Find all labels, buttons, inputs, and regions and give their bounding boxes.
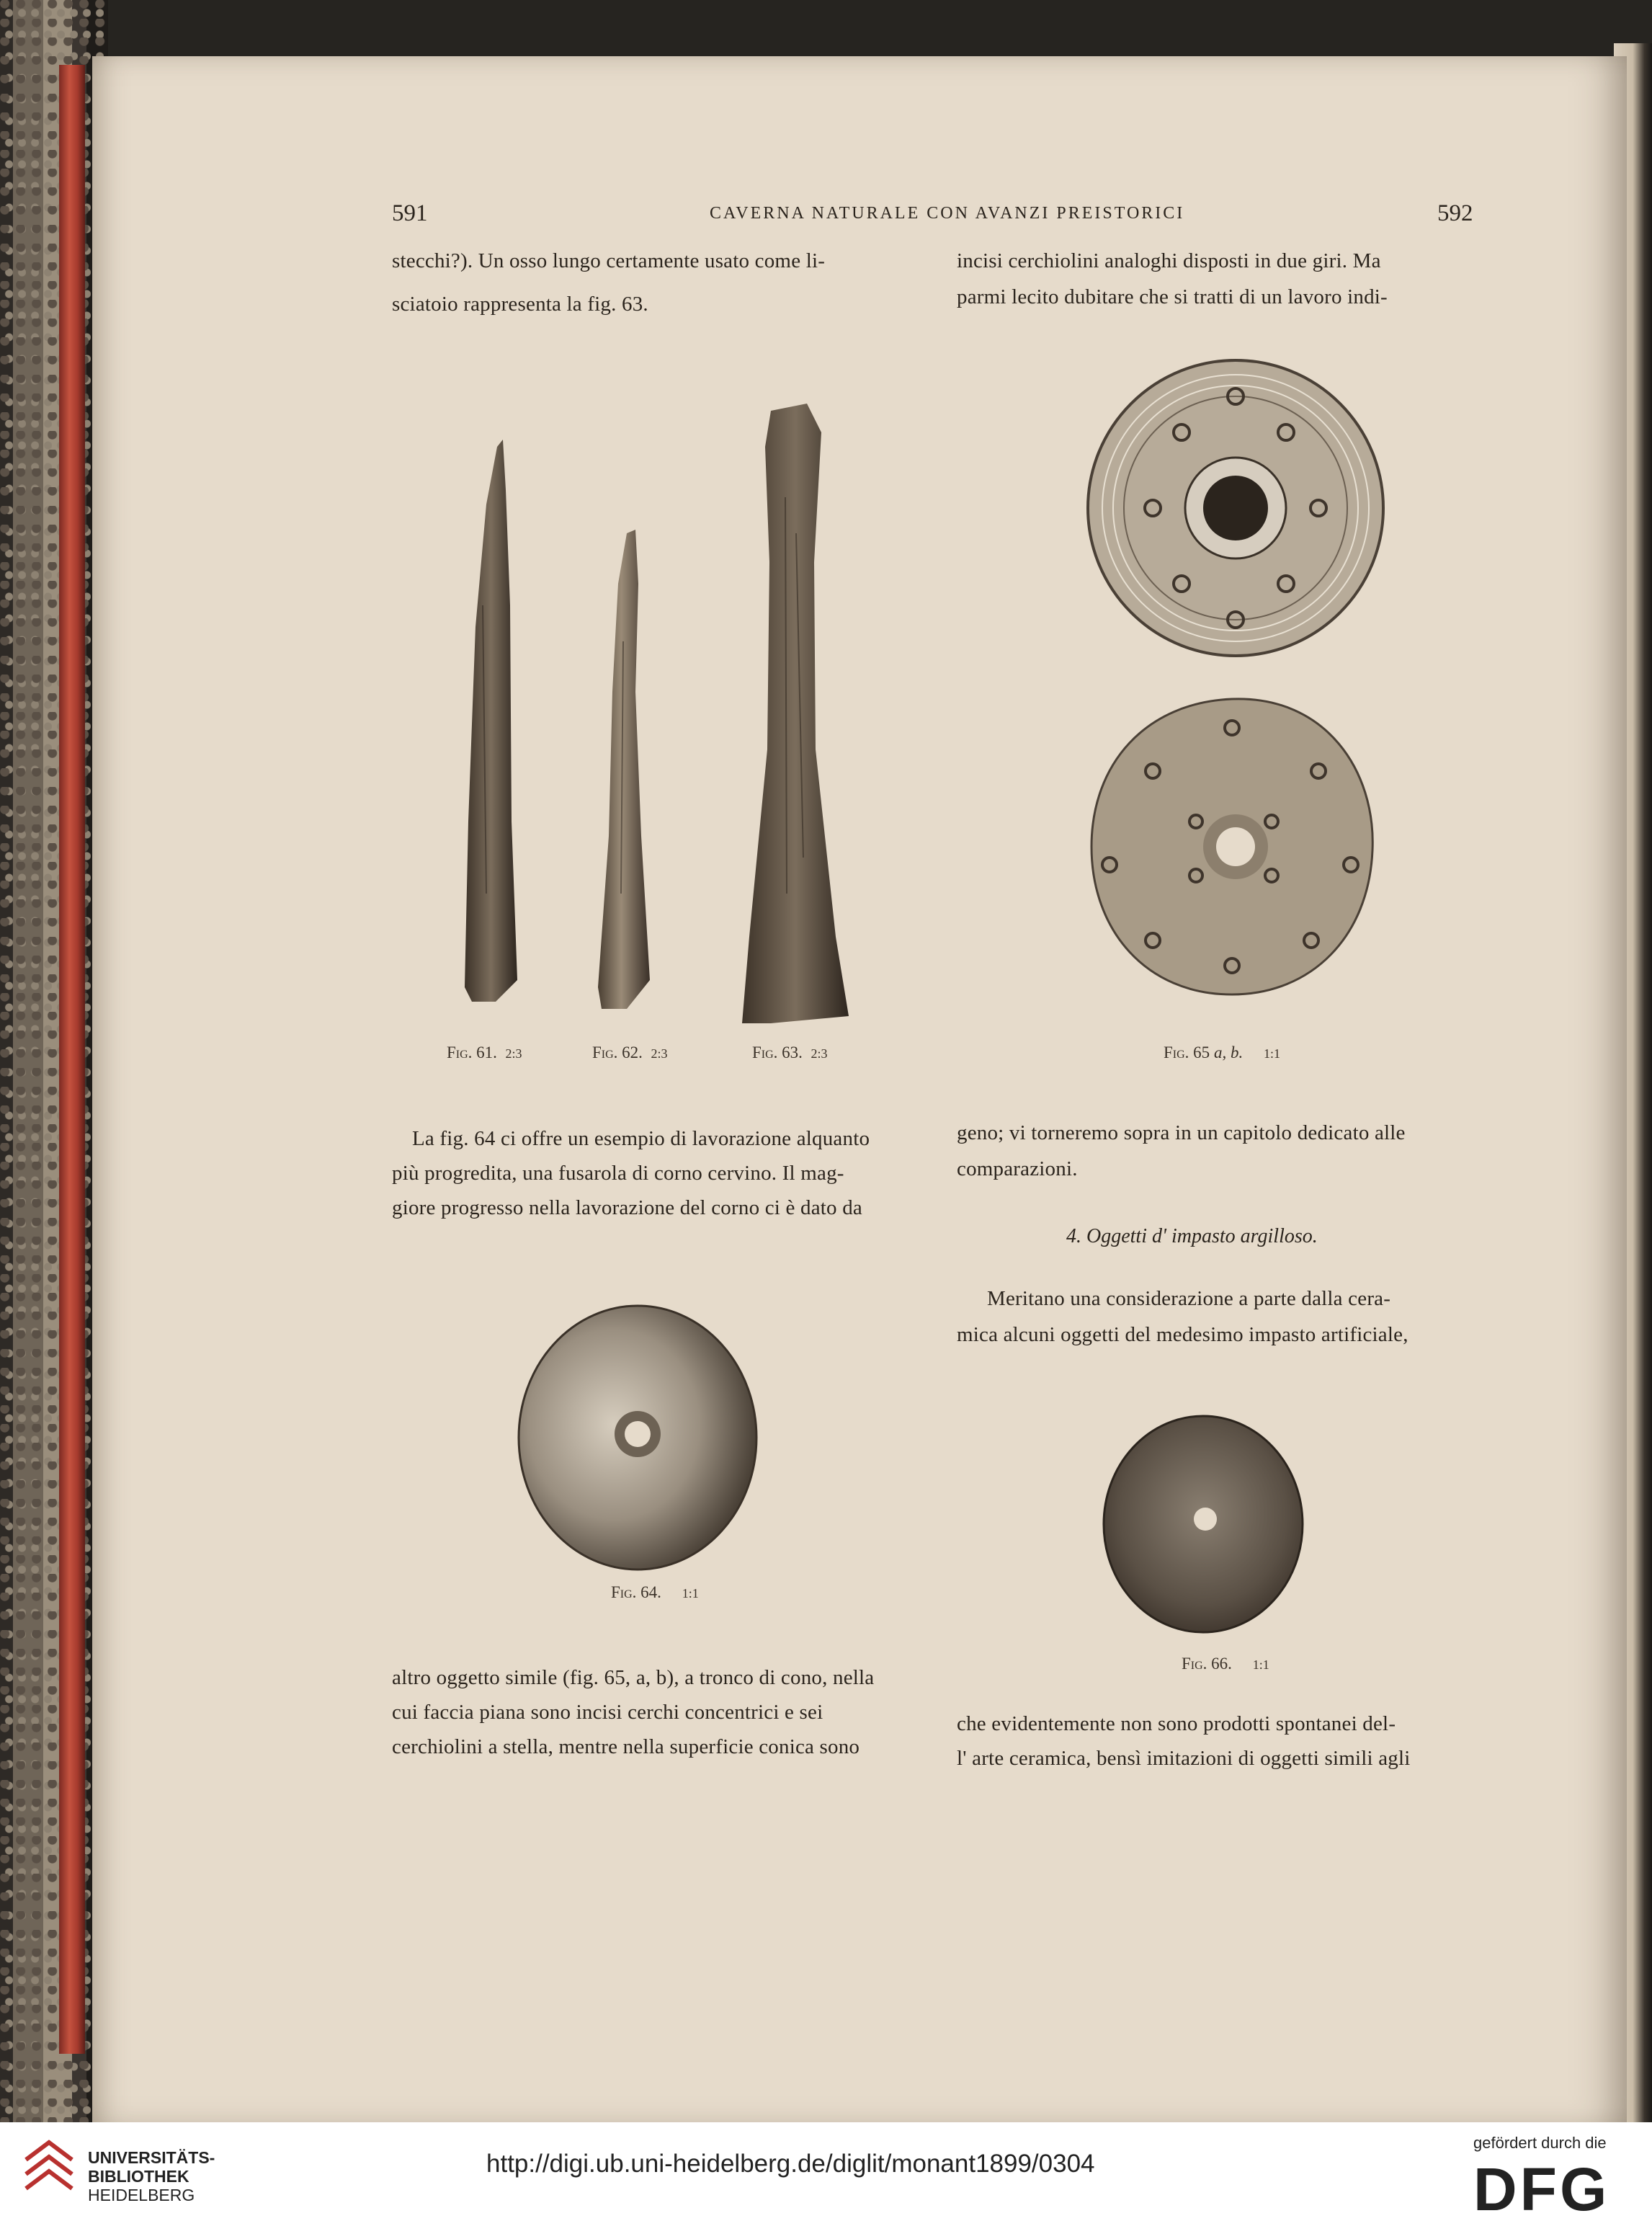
- text-line: sciatoio rappresenta la fig. 63.: [392, 293, 648, 316]
- fig65a-engraved-disc: [1081, 353, 1390, 663]
- text-line: Meritano una considerazione a parte dalla cera-: [987, 1287, 1391, 1310]
- text-line: stecchi?). Un osso lungo certamente usato come li-: [392, 249, 826, 272]
- fig64-label: Fig. 64.: [611, 1583, 661, 1601]
- fig62-caption: [592, 1043, 667, 1062]
- page-url-link[interactable]: http://digi.ub.uni-heidelberg.de/diglit/monant1899/0304: [486, 2150, 1095, 2178]
- library-line-3: HEIDELBERG: [88, 2186, 195, 2204]
- fig64-scale: 1:1: [682, 1586, 699, 1601]
- fig62-label: Fig. 62.: [592, 1043, 643, 1061]
- text-line: giore progresso nella lavorazione del corno ci è dato da: [392, 1196, 862, 1219]
- fig61-caption: [447, 1043, 522, 1062]
- text-line: comparazioni.: [957, 1157, 1078, 1180]
- text-line: parmi lecito dubitare che si tratti di un lavoro indi-: [957, 285, 1388, 308]
- fig65b-conical-disc: [1081, 692, 1383, 1002]
- fig65-caption: [1164, 1043, 1280, 1062]
- fig63-bone-smoother: [742, 404, 849, 1023]
- library-line-1: UNIVERSITÄTS-: [88, 2148, 215, 2167]
- fig65-scale: 1:1: [1263, 1046, 1280, 1061]
- running-title: CAVERNA NATURALE CON AVANZI PREISTORICI: [710, 204, 1185, 223]
- fig62-scale: 2:3: [651, 1046, 668, 1061]
- library-line-2: BIBLIOTHEK: [88, 2167, 189, 2186]
- viewer-footer: [0, 2122, 1652, 2239]
- text-line: più progredita, una fusarola di corno cervino. Il mag-: [392, 1162, 844, 1185]
- section-heading: 4. Oggetti d' impasto argilloso.: [1066, 1225, 1318, 1247]
- fig65-label: Fig. 65: [1164, 1043, 1210, 1061]
- book-page: [92, 56, 1627, 2126]
- dfg-logo: DFG: [1473, 2155, 1610, 2223]
- fig64-spindle-whorl: [515, 1301, 760, 1575]
- text-line: cerchiolini a stella, mentre nella superficie conica sono: [392, 1735, 860, 1758]
- text-line: geno; vi torneremo sopra in un capitolo dedicato alle: [957, 1121, 1406, 1144]
- library-name: [88, 2148, 215, 2204]
- fig62-bone-awl: [598, 530, 650, 1009]
- fig63-label: Fig. 63.: [752, 1043, 803, 1061]
- text-line: che evidentemente non sono prodotti spontanei del-: [957, 1712, 1396, 1735]
- fig64-caption: [611, 1583, 699, 1602]
- fig61-bone-awl: [465, 440, 517, 1002]
- funded-by-text: gefördert durch die: [1473, 2134, 1607, 2152]
- fig61-scale: 2:3: [505, 1046, 522, 1061]
- fig61-label: Fig. 61.: [447, 1043, 497, 1061]
- text-line: cui faccia piana sono incisi cerchi concentrici e sei: [392, 1701, 823, 1724]
- fig65-sub: a, b.: [1213, 1043, 1244, 1061]
- page-number-right: 592: [1437, 200, 1473, 226]
- fig66-caption: [1182, 1655, 1269, 1673]
- text-line: La fig. 64 ci offre un esempio di lavorazione alquanto: [412, 1127, 870, 1150]
- library-logo-icon: [20, 2138, 78, 2204]
- fig66-scale: 1:1: [1252, 1657, 1269, 1672]
- text-line: l' arte ceramica, bensì imitazioni di oggetti simili agli: [957, 1747, 1411, 1770]
- text-line: mica alcuni oggetti del medesimo impasto artificiale,: [957, 1323, 1408, 1346]
- page-edge-red: [59, 65, 85, 2054]
- fig63-caption: [752, 1043, 827, 1062]
- text-line: incisi cerchiolini analoghi disposti in due giri. Ma: [957, 249, 1381, 272]
- fig66-label: Fig. 66.: [1182, 1655, 1232, 1673]
- fig63-scale: 2:3: [811, 1046, 828, 1061]
- fig66-clay-disc: [1099, 1412, 1308, 1636]
- text-line: altro oggetto simile (fig. 65, a, b), a tronco di cono, nella: [392, 1666, 875, 1689]
- page-number-left: 591: [392, 200, 428, 226]
- bone-tools-illustration: [432, 389, 937, 1023]
